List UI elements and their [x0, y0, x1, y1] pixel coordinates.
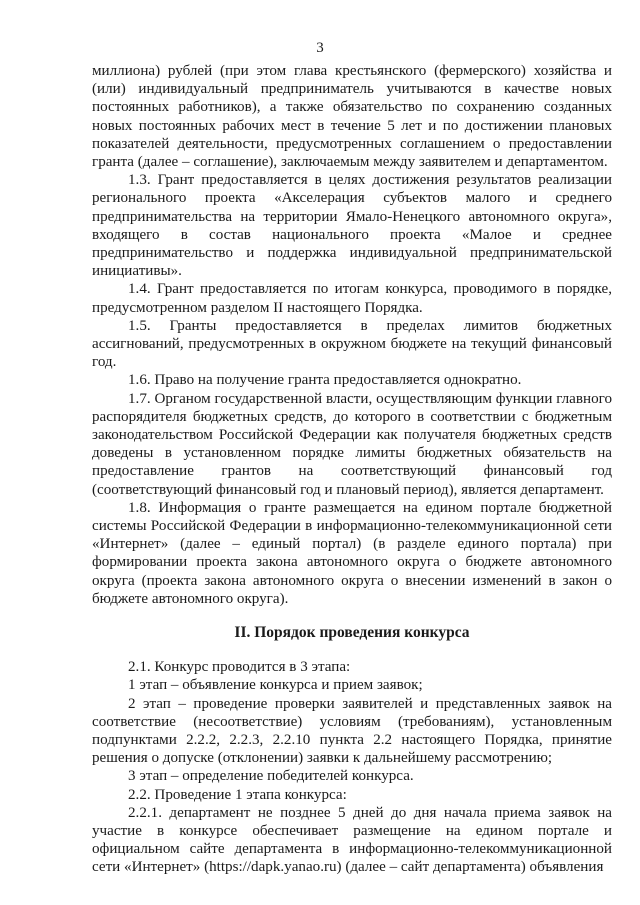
paragraph-1-6: 1.6. Право на получение гранта предоставляется однократно.	[128, 372, 522, 389]
section-heading: II. Порядок проведения конкурса	[234, 624, 470, 642]
paragraph-2-2: 2.2. Проведение 1 этапа конкурса:	[128, 786, 347, 803]
paragraph-stage-3: 3 этап – определение победителей конкурса.	[128, 768, 414, 785]
paragraph-continuation: миллиона) рублей (при этом глава крестьянского (фермерского) хозяйства и (или) индивидуальный предприниматель учитываются в качестве новых постоянных работников), а также обязательство по сохранению созданных новых постоянных рабочих мест в течение 5 лет и по достижении плановых показателей деятельности, предусмотренных соглашением о предоставлении гранта (далее – соглашение), заключаемым между заявителем и департаментом.	[92, 63, 612, 171]
paragraph-2-1: 2.1. Конкурс проводится в 3 этапа:	[128, 659, 351, 676]
paragraph-stage-2: 2 этап – проведение проверки заявителей и представленных заявок на соответствие (несоответствие) условиям (требованиям), установленным подпунктами 2.2.2, 2.2.3, 2.2.10 пункта 2.2 настоящего Порядка, принятие решения о допуске (отклонении) заявки к дальнейшему рассмотрению;	[92, 695, 612, 767]
page-number: 3	[316, 40, 324, 56]
paragraph-1-7: 1.7. Органом государственной власти, осуществляющим функции главного распорядителя бюджетных средств, до которого в соответствии с бюджетным законодательством Российской Федерации как получателя бюджетных средств доведены в установленном порядке лимиты бюджетных обязательств на предоставление грантов на соответствующий финансовый год (соответствующий финансовый год и плановый период), является департамент.	[92, 390, 612, 498]
paragraph-1-8: 1.8. Информация о гранте размещается на едином портале бюджетной системы Российской Федерации в информационно-телекоммуникационной сети «Интернет» (далее – единый портал) (в разделе единого портала) при формировании проекта закона автономного округа о бюджете автономного округа (проекта закона автономного округа о внесении изменений в закон о бюджете автономного округа).	[92, 499, 612, 607]
paragraph-1-3: 1.3. Грант предоставляется в целях достижения результатов реализации регионального проекта «Акселерация субъектов малого и среднего предпринимательства на территории Ямало-Ненецкого автономного округа», входящего в состав национального проекта «Малое и среднее предпринимательство и поддержка индивидуальной предпринимательской инициативы».	[92, 172, 612, 280]
paragraph-2-2-1: 2.2.1. департамент не позднее 5 дней до дня начала приема заявок на участие в конкурсе обеспечивает размещение на едином портале и официальном сайте департамента в информационно-телекоммуникационной сети «Интернет» (https://dapk.yanao.ru) (далее – сайт департамента) объявления	[92, 804, 612, 876]
paragraph-1-4: 1.4. Грант предоставляется по итогам конкурса, проводимого в порядке, предусмотренном разделом II настоящего Порядка.	[92, 281, 612, 316]
paragraph-1-5: 1.5. Гранты предоставляется в пределах лимитов бюджетных ассигнований, предусмотренных в окружном бюджете на текущий финансовый год.	[92, 317, 612, 371]
document-body	[92, 62, 612, 877]
paragraph-stage-1: 1 этап – объявление конкурса и прием заявок;	[128, 677, 423, 694]
